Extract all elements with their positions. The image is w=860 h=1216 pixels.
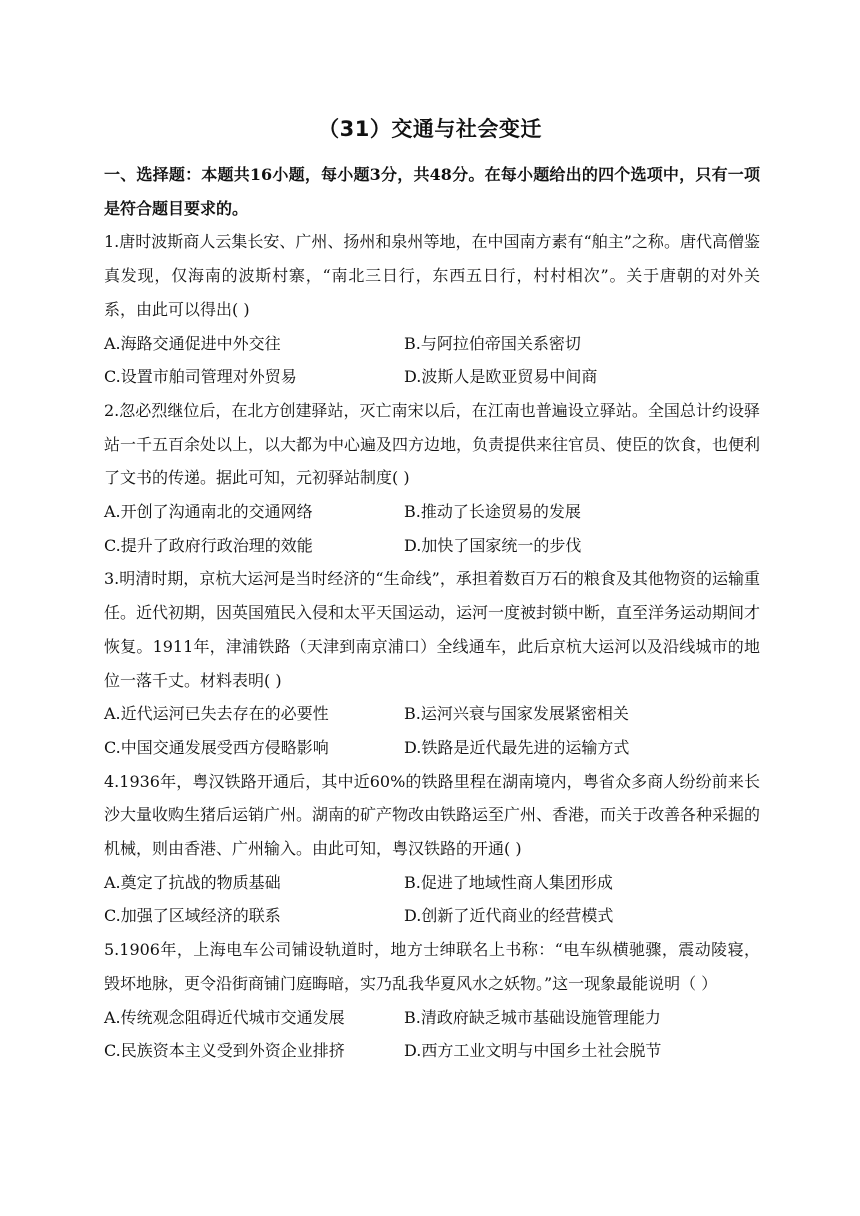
option-a: A.近代运河已失去存在的必要性 — [104, 704, 329, 724]
option-a: A.海路交通促进中外交往 — [104, 333, 281, 353]
option-a: A.开创了沟通南北的交通网络 — [104, 502, 313, 522]
question-stem: 1.唐时波斯商人云集长安、广州、扬州和泉州等地，在中国南方素有“舶主”之称。唐代高僧鉴真发现，仅海南的波斯村寨，“南北三日行，东西五日行，村村相次”。关于唐朝的对外关系，由此可以得出( ) — [104, 232, 760, 319]
option-d: D.铁路是近代最先进的运输方式 — [404, 737, 630, 757]
question-stem: 3.明清时期，京杭大运河是当时经济的“生命线”，承担着数百万石的粮食及其他物资的运输重任。近代初期，因英国殖民入侵和太平天国运动，运河一度被封锁中断，直至洋务运动期间才恢复。1911年，津浦铁路（天津到南京浦口）全线通车，此后京杭大运河以及沿线城市的地位一落千丈。材料表明( ) — [104, 569, 761, 690]
option-d: D.西方工业文明与中国乡土社会脱节 — [404, 1041, 662, 1061]
option-b: B.促进了地域性商人集团形成 — [404, 872, 613, 892]
question-stem: 5.1906年，上海电车公司铺设轨道时，地方士绅联名上书称：“电车纵横驰骤，震动陵寝，毁坏地脉，更令沿街商铺门庭晦暗，实乃乱我华夏风水之妖物。”这一现象最能说明（ ） — [104, 940, 760, 993]
question-4 — [104, 765, 760, 934]
option-d: D.加快了国家统一的步伐 — [404, 535, 582, 555]
question-section — [104, 158, 760, 1068]
option-row — [104, 495, 760, 529]
option-row — [104, 327, 760, 361]
option-b: B.清政府缺乏城市基础设施管理能力 — [404, 1007, 661, 1027]
question-stem: 2.忽必烈继位后，在北方创建驿站，灭亡南宋以后，在江南也普遍设立驿站。全国总计约设驿站一千五百余处以上，以大都为中心遍及四方边地，负责提供来往官员、使臣的饮食，也便利了文书的传递。据此可知，元初驿站制度( ) — [104, 400, 761, 488]
option-b: B.推动了长途贸易的发展 — [404, 502, 581, 522]
option-row — [104, 731, 760, 765]
option-a: A.传统观念阻碍近代城市交通发展 — [104, 1007, 345, 1027]
option-c: C.提升了政府行政治理的效能 — [104, 535, 313, 555]
question-stem: 4.1936年，粤汉铁路开通后，其中近60%的铁路里程在湖南境内，粤省众多商人纷纷前来长沙大量收购生猪后运销广州。湖南的矿产物改由铁路运至广州、香港，而关于改善各种采掘的机械，则由香港、广州输入。由此可知，粤汉铁路的开通( ) — [104, 771, 761, 859]
section-header: 一、选择题：本题共16小题，每小题3分，共48分。在每小题给出的四个选项中，只有一项是符合题目要求的。 — [104, 165, 760, 218]
option-c: C.设置市舶司管理对外贸易 — [104, 367, 297, 387]
option-b: B.与阿拉伯帝国关系密切 — [404, 333, 581, 353]
option-row — [104, 697, 760, 731]
option-row — [104, 899, 760, 933]
option-row — [104, 529, 760, 563]
option-c: C.加强了区域经济的联系 — [104, 906, 281, 926]
option-c: C.中国交通发展受西方侵略影响 — [104, 737, 329, 757]
option-row — [104, 1034, 760, 1068]
option-row — [104, 866, 760, 900]
option-row — [104, 1001, 760, 1035]
option-c: C.民族资本主义受到外资企业排挤 — [104, 1041, 345, 1061]
question-1 — [104, 225, 760, 394]
option-a: A.奠定了抗战的物质基础 — [104, 872, 281, 892]
question-2 — [104, 394, 760, 563]
question-5 — [104, 933, 760, 1068]
question-3 — [104, 562, 760, 764]
option-d: D.波斯人是欧亚贸易中间商 — [404, 367, 598, 387]
option-d: D.创新了近代商业的经营模式 — [404, 906, 614, 926]
page-title: （31）交通与社会变迁 — [318, 117, 542, 141]
option-row — [104, 360, 760, 394]
option-b: B.运河兴衰与国家发展紧密相关 — [404, 704, 629, 724]
